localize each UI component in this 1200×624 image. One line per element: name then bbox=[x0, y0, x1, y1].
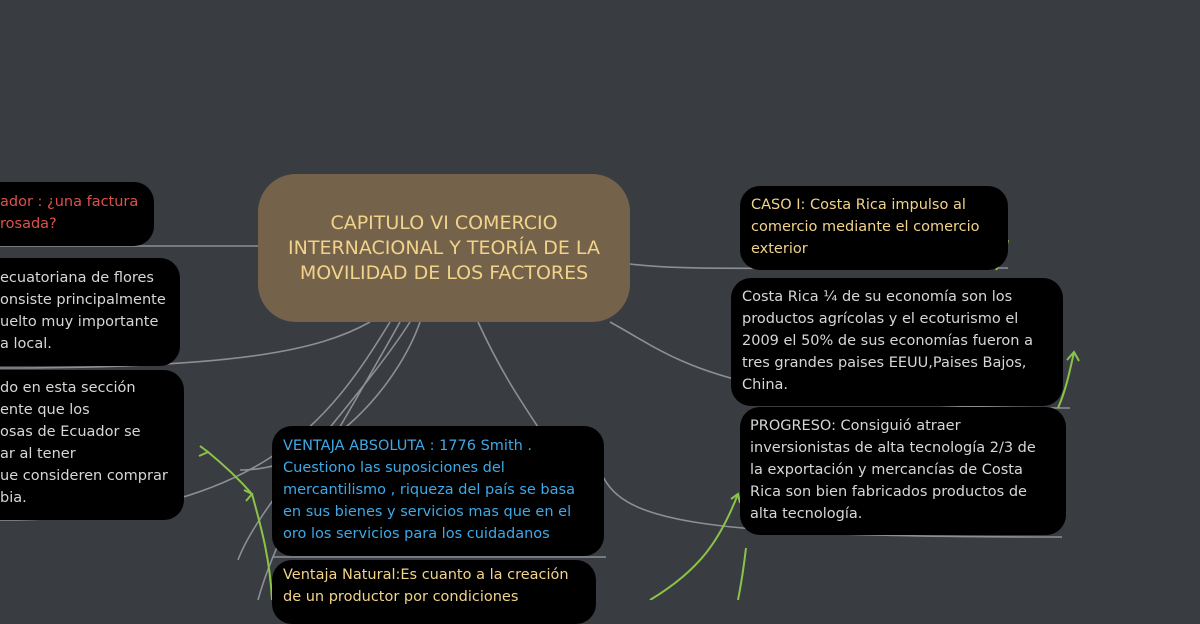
relation-arrow bbox=[208, 452, 252, 494]
left-node-text: do en esta sección ente que los osas de Ecuador se ar al tener ue consideren comprar bia. bbox=[0, 380, 168, 506]
relation-arrow bbox=[650, 494, 738, 600]
left-node-text: ador : ¿una factura rosada? bbox=[0, 194, 139, 232]
left-node-text: ecuatoriana de flores onsiste principalmente uelto muy importante a local. bbox=[0, 270, 166, 352]
arrowhead bbox=[199, 446, 208, 456]
left-node-factura-rosada[interactable] bbox=[0, 182, 154, 246]
left-node-industria-flores[interactable] bbox=[0, 258, 180, 366]
central-topic-title: CAPITULO VI COMERCIO INTERNACIONAL Y TEORÍA DE LA MOVILIDAD DE LOS FACTORES bbox=[288, 211, 600, 284]
connector-line bbox=[478, 322, 540, 430]
node-ventaja-natural-text: Ventaja Natural:Es cuanto a la creación de un productor por condiciones bbox=[283, 567, 569, 605]
node-progreso[interactable] bbox=[740, 407, 1066, 535]
node-ventaja-absoluta[interactable] bbox=[272, 426, 604, 556]
node-caso-costa-rica[interactable] bbox=[740, 186, 1008, 270]
node-progreso-text: PROGRESO: Consiguió atraer inversionistas de alta tecnología 2/3 de la exportación y mercancías de Costa Rica son bien fabricados productos de alta tecnología. bbox=[750, 418, 1036, 522]
node-economia-costa-rica[interactable] bbox=[731, 278, 1063, 406]
left-node-seccion-ecuador[interactable] bbox=[0, 370, 184, 520]
node-ventaja-absoluta-text: VENTAJA ABSOLUTA : 1776 Smith . Cuestiono las suposiciones del mercantilismo , riqueza del país se basa en sus bienes y servicios mas que en el oro los servicios para los cuidadanos bbox=[283, 438, 575, 542]
node-ventaja-natural[interactable] bbox=[272, 560, 596, 624]
relation-arrow bbox=[738, 548, 746, 600]
node-caso-costa-rica-text: CASO I: Costa Rica impulso al comercio mediante el comercio exterior bbox=[751, 197, 980, 257]
central-topic[interactable] bbox=[258, 174, 630, 322]
node-economia-costa-rica-text: Costa Rica ¼ de su economía son los productos agrícolas y el ecoturismo el 2009 el 50% de sus economías fueron a tres grandes paises EEUU,Paises Bajos, China. bbox=[742, 289, 1033, 393]
